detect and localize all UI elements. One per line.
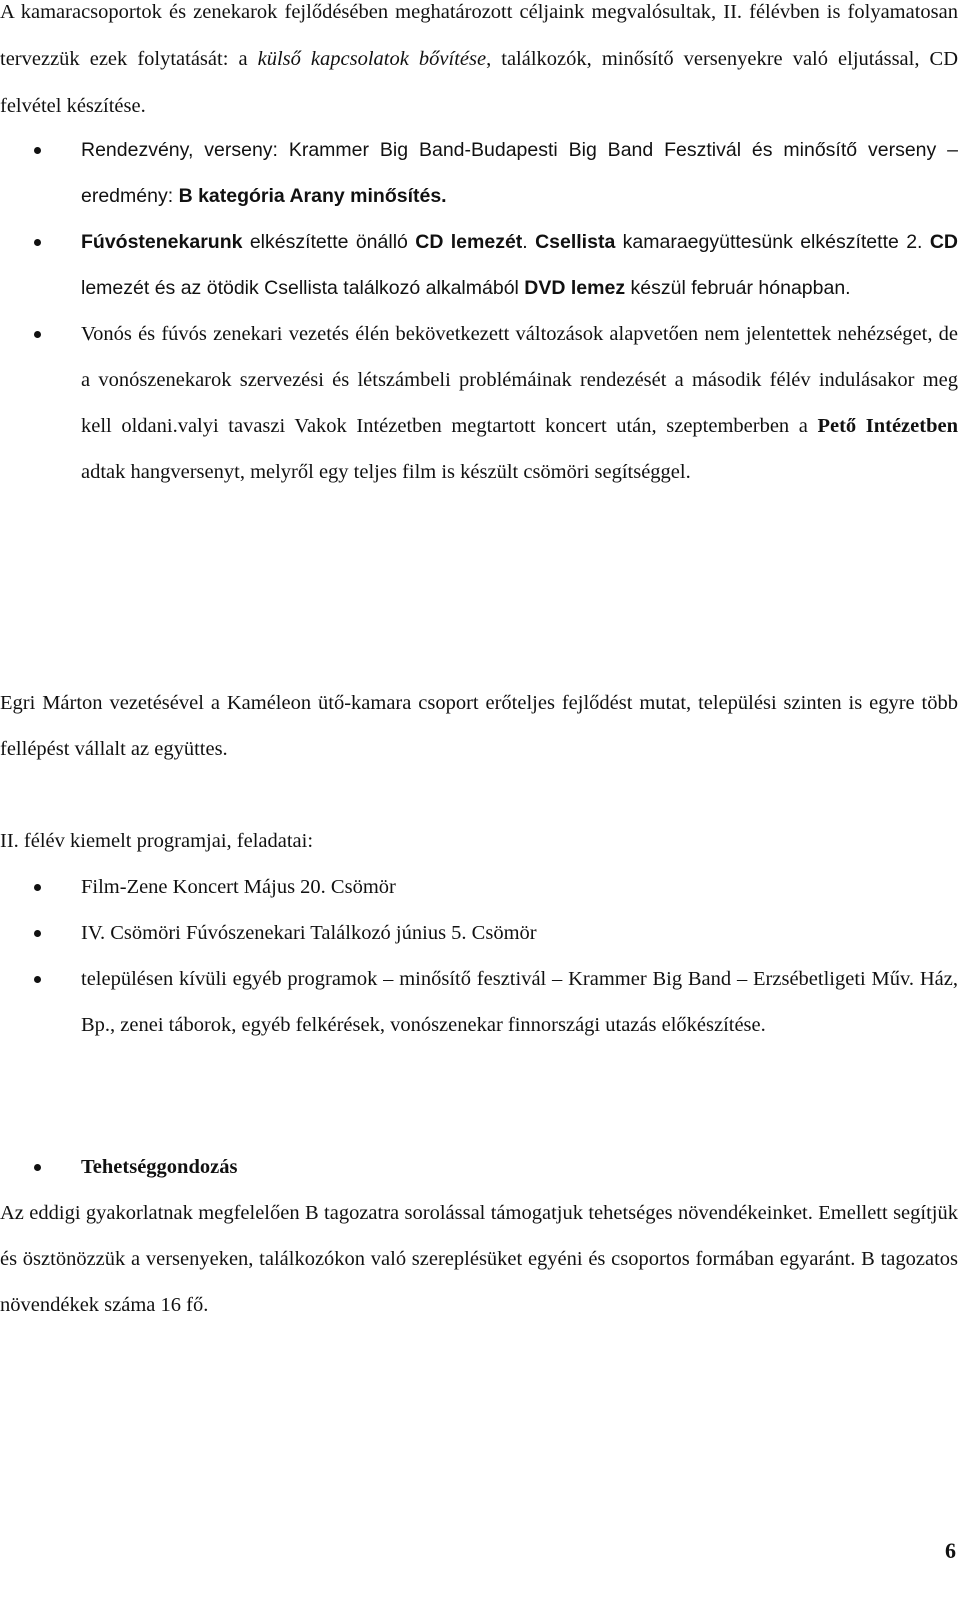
talent-paragraph: Az eddigi gyakorlatnak megfelelően B tagozatra sorolással támogatjuk tehetséges növendékeinket. Emellett segítjük és ösztönözzük a versenyeken, találkozókon való szereplésüket egyéni és csoportos formában egyaránt. B tagozatos növendékek száma 16 fő. xyxy=(0,1202,958,1316)
list-item-orchestra: Vonós és fúvós zenekari vezetés élén bekövetkezett változások alapvetően nem jelentettek nehézséget, de a vonószenekarok szervezési és létszámbeli problémáinak rendezését a második félév indulásakor meg kell oldani.valyi tavaszi Vakok Intézetben megtartott koncert után, szeptemberben a Pető Intézetben adtak hangversenyt, melyről egy teljes film is készült csömöri segítséggel. xyxy=(0,311,958,495)
intro-paragraph xyxy=(0,0,958,130)
talent-heading-list xyxy=(0,1144,958,1190)
section-heading: Tehetséggondozás xyxy=(81,1156,238,1178)
programs-heading: II. félév kiemelt programjai, feladatai: xyxy=(0,830,314,852)
intro-text-start: A kamaracsoportok és zenekarok fejlődésében meghatározott céljaink megvalósultak, II. félévben is folyamatosan tervezzük ezek folytatását: a xyxy=(0,1,958,70)
list-item-program: településen kívüli egyéb programok – minősítő fesztivál – Krammer Big Band – Erzsébetligeti Műv. Ház, Bp., zenei táborok, egyéb felkérések, vonószenekar finnországi utazás előkészítése. xyxy=(0,956,958,1048)
kameleon-paragraph: Egri Márton vezetésével a Kaméleon ütő-kamara csoport erőteljes fejlődést mutat, települési szinten is egyre több fellépést vállalt az együttes. xyxy=(0,692,958,760)
list-item-event: Rendezvény, verseny: Krammer Big Band-Budapesti Big Band Fesztivál és minősítő verseny – eredmény: B kategória Arany minősítés. xyxy=(0,127,958,219)
achievements-list xyxy=(0,127,958,495)
list-item-cd: Fúvóstenekarunk elkészítette önálló CD lemezét. Csellista kamaraegyüttesünk elkészítette 2. CD lemezét és az ötödik Csellista találkozó alkalmából DVD lemez készül február hónapban. xyxy=(0,219,958,311)
intro-italic-phrase: külső kapcsolatok bővítése xyxy=(257,48,487,70)
list-item-program: Film-Zene Koncert Május 20. Csömör xyxy=(0,864,958,910)
page-number: 6 xyxy=(945,1538,956,1563)
rating-result: B kategória Arany minősítés. xyxy=(178,185,447,207)
programs-list xyxy=(0,864,958,1048)
list-item-program: IV. Csömöri Fúvószenekari Találkozó június 5. Csömör xyxy=(0,910,958,956)
list-item-talent-heading xyxy=(0,1144,958,1190)
intro-text-end: , találkozók, minősítő versenyekre való eljutással, CD felvétel készítése. xyxy=(0,48,958,117)
